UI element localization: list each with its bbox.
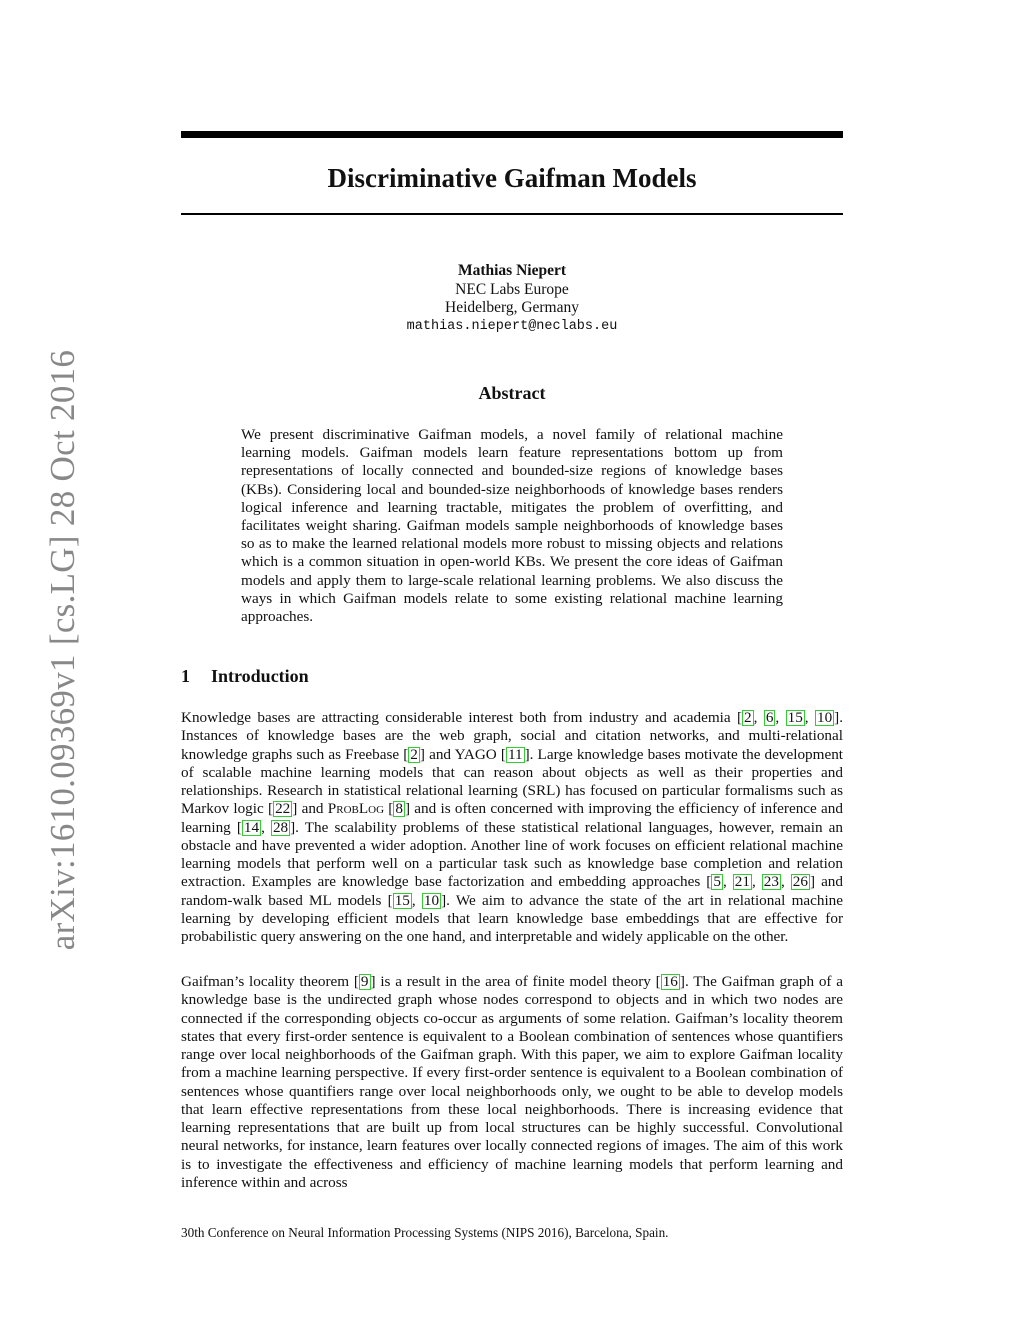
citation-link[interactable]: 2 <box>410 745 418 763</box>
citation-link[interactable]: 10 <box>816 709 833 726</box>
text-run: Knowledge bases are attracting considerable interest both from industry and academia [ <box>181 709 743 726</box>
title-rule-top <box>181 131 843 138</box>
author-block <box>312 262 712 336</box>
citation-separator: , <box>411 891 422 909</box>
citation-link[interactable]: 11 <box>507 745 523 763</box>
intro-paragraph-2 <box>181 973 843 1192</box>
citation-link[interactable]: 8 <box>395 800 403 818</box>
intro-paragraph-1 <box>181 709 843 946</box>
citation-link[interactable]: 5 <box>713 873 721 891</box>
section-number: 1 <box>181 666 190 686</box>
citation-separator: , <box>775 709 786 726</box>
text-run: Gaifman’s locality theorem [ <box>181 973 359 990</box>
citation-link[interactable]: 26 <box>792 873 808 891</box>
citation-link[interactable]: 23 <box>763 873 779 891</box>
text-run: ]. Instances of knowledge bases are the web graph, social and citation networks, and multi-relational knowledge graphs such as Freebase [ <box>181 709 844 763</box>
author-affiliation: NEC Labs Europe <box>455 280 569 298</box>
text-run: [ <box>384 800 394 818</box>
citation-link[interactable]: 14 <box>243 818 260 836</box>
section-title: Introduction <box>211 666 309 686</box>
citation-separator: , <box>261 818 271 836</box>
abstract-body: We present discriminative Gaifman models, a novel family of relational machine learning models. Gaifman models learn feature representations bottom up from representations of locally connected and bounded-size regions of knowledge bases (KBs). Considering local and bounded-size neighborhoods of knowledge bases renders logical inference and learning tractable, mitigates the problem of overfitting, and facilitates weight sharing. Gaifman models sample neighborhoods of knowledge bases so as to make the learned relational models more robust to missing objects and relations which is a common situation in open-world KBs. We present the core ideas of Gaifman models and apply them to large-scale relational learning problems. We also discuss the ways in which Gaifman models relate to some existing relational machine learning approaches. <box>241 426 783 626</box>
text-run: ] and <box>292 800 328 818</box>
citation-separator: , <box>751 873 762 891</box>
citation-link[interactable]: 28 <box>272 818 289 836</box>
citation-link[interactable]: 16 <box>662 973 678 990</box>
abstract-heading: Abstract <box>478 383 546 403</box>
citation-link[interactable]: 6 <box>765 709 774 726</box>
author-email: mathias.niepert@neclabs.eu <box>406 318 618 334</box>
author-name: Mathias Niepert <box>457 262 567 279</box>
citation-separator: , <box>780 873 791 891</box>
section-heading-introduction <box>181 664 843 688</box>
text-run: ]. The scalability problems of these statistical relational languages, however, remain an obstacle and have prevented a wider adoption. Another line of work focuses on efficient relational machine learning models that perform well on a particular task such as knowledge base completion and relation extraction. Examples are knowledge base factorization and embedding approaches [ <box>181 818 843 891</box>
text-run: ] and YAGO [ <box>419 745 506 763</box>
text-run: ]. Large knowledge bases motivate the development of scalable machine learning models that can reason about objects as well as their properties and relationships. Research in statistical relational learning (SRL) has focused on particular formalisms such as Markov logic [ <box>181 745 844 818</box>
text-run: ] and random-walk based ML models [ <box>181 873 843 909</box>
citation-link[interactable]: 9 <box>360 973 369 990</box>
text-run: ]. We aim to advance the state of the art in relational machine learning by developing efficient models that learn knowledge base embeddings that are effective for probabilistic query answering on the one hand, and interpretable and widely applicable on the other. <box>181 891 844 945</box>
citation-link[interactable]: 15 <box>394 891 410 909</box>
citation-separator: , <box>753 709 764 726</box>
citation-link[interactable]: 21 <box>734 873 750 891</box>
paper-title: Discriminative Gaifman Models <box>327 163 697 193</box>
text-run: ]. The Gaifman graph of a knowledge base is the undirected graph whose nodes correspond to objects and in which two nodes are connected if the corresponding objects co-occur as arguments of some relation. Gaifman’s locality theorem states that every first-order sentence is equivalent to a Boolean combination of sentences whose quantifiers range over local neighborhoods of the Gaifman graph. With this paper, we aim to explore Gaifman locality from a machine learning perspective. If every first-order sentence is equivalent to a Boolean combination of sentences whose quantifiers range over local neighborhoods only, we ought to be able to develop models that learn effective representations from these local neighborhoods. There is increasing evidence that learning representations that are built up from local structures can be highly successful. Convolutional neural networks, for instance, learn features over locally connected regions of images. The aim of this work is to investigate the effectiveness and efficiency of machine learning models that perform learning and inference within and across <box>181 973 843 1191</box>
citation-link[interactable]: 2 <box>744 709 752 726</box>
title-rule-bottom <box>181 213 843 215</box>
citation-link[interactable]: 15 <box>787 709 803 726</box>
problog-name: ProbLog <box>327 800 385 818</box>
conference-footnote: 30th Conference on Neural Information Processing Systems (NIPS 2016), Barcelona, Spain. <box>181 1225 669 1240</box>
citation-separator: , <box>804 709 815 726</box>
citation-link[interactable]: 22 <box>275 800 291 818</box>
text-run: ] is a result in the area of finite model theory [ <box>370 973 661 990</box>
author-location: Heidelberg, Germany <box>445 299 579 316</box>
arxiv-stamp: arXiv:1610.09369v1 [cs.LG] 28 Oct 2016 <box>43 349 82 951</box>
citation-separator: , <box>722 873 733 891</box>
citation-link[interactable]: 10 <box>423 891 440 909</box>
text-run: ] and is often concerned with improving the efficiency of inference and learning [ <box>181 800 843 836</box>
